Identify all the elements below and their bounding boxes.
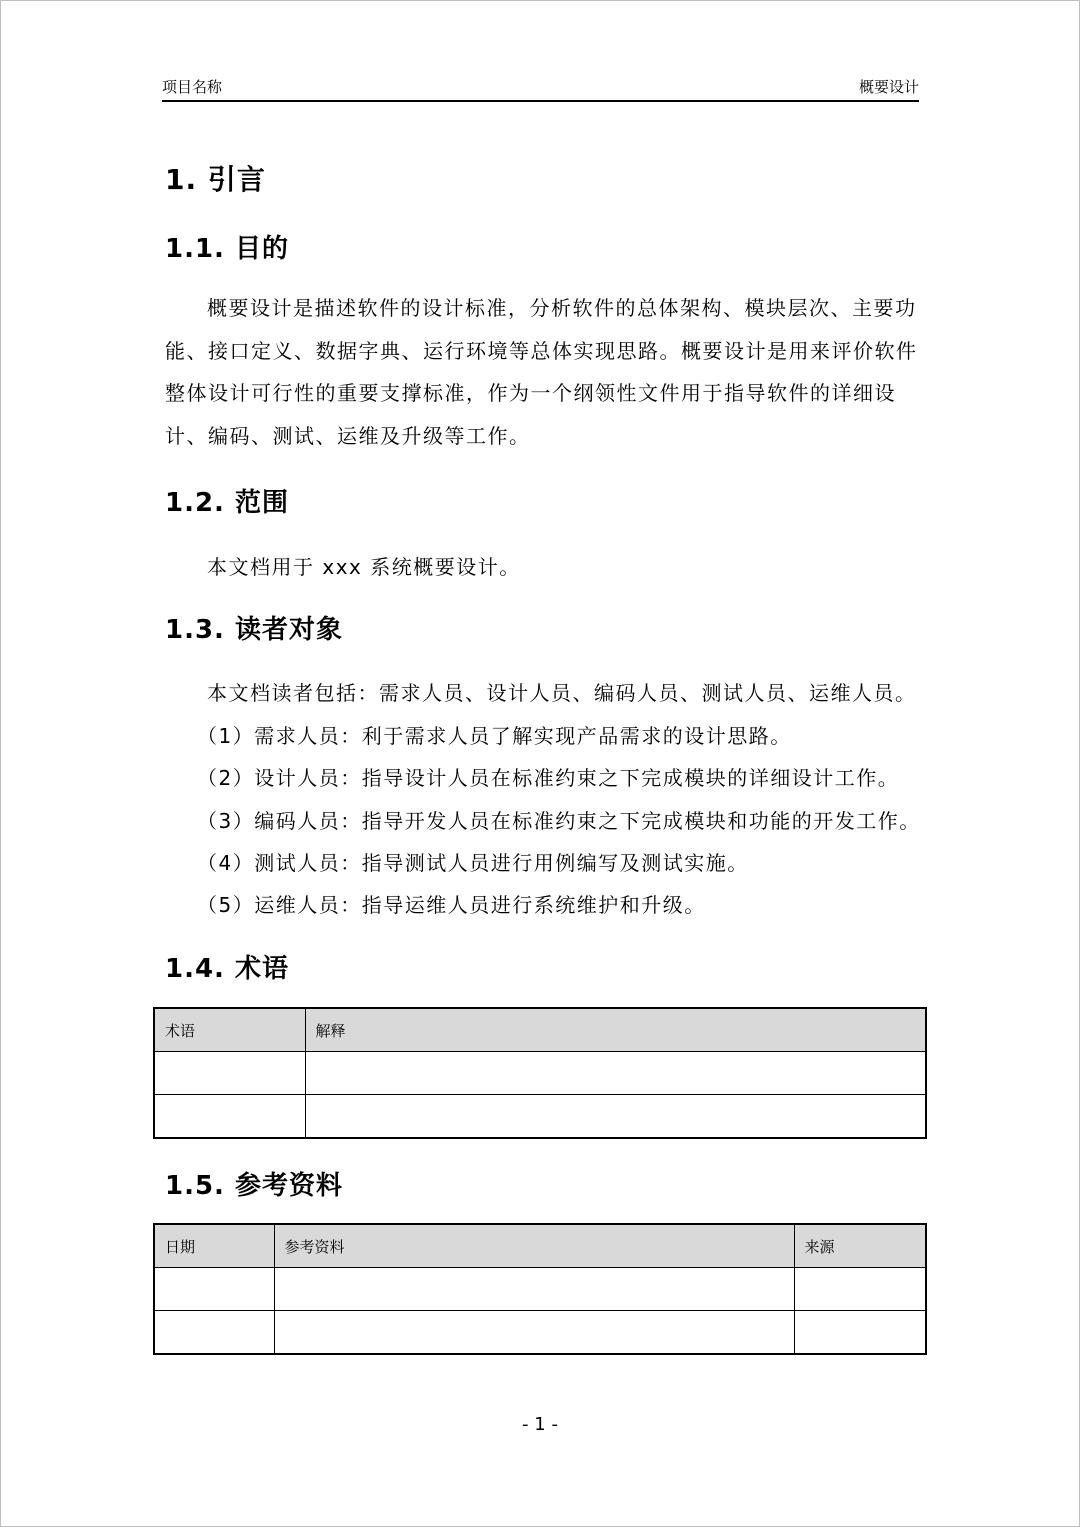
table-cell bbox=[305, 1052, 926, 1095]
table-cell bbox=[154, 1268, 274, 1311]
header-doc-title: 概要设计 bbox=[858, 78, 919, 96]
refs-header-source: 来源 bbox=[794, 1224, 926, 1268]
audience-intro: 本文档读者包括：需求人员、设计人员、编码人员、测试人员、运维人员。 bbox=[207, 681, 917, 705]
terms-table bbox=[153, 1007, 927, 1139]
audience-item: （5）运维人员：指导运维人员进行系统维护和升级。 bbox=[197, 893, 706, 917]
scope-paragraph: 本文档用于 xxx 系统概要设计。 bbox=[207, 555, 521, 579]
table-header-row bbox=[154, 1224, 926, 1268]
table-cell bbox=[794, 1268, 926, 1311]
terms-header-term: 术语 bbox=[154, 1008, 305, 1052]
table-cell bbox=[274, 1311, 794, 1355]
table-row bbox=[154, 1052, 926, 1095]
references-table bbox=[153, 1223, 927, 1355]
table-cell bbox=[154, 1052, 305, 1095]
table-cell bbox=[274, 1268, 794, 1311]
page-header bbox=[162, 76, 919, 102]
heading-references: 1.5. 参考资料 bbox=[165, 1171, 343, 1201]
table-cell bbox=[794, 1311, 926, 1355]
audience-item: （1）需求人员：利于需求人员了解实现产品需求的设计思路。 bbox=[197, 724, 792, 748]
page-number: - 1 - bbox=[522, 1414, 558, 1435]
audience-item: （3）编码人员：指导开发人员在标准约束之下完成模块和功能的开发工作。 bbox=[197, 809, 921, 833]
purpose-paragraph: 概要设计是描述软件的设计标准，分析软件的总体架构、模块层次、主要功能、接口定义、数据字典、运行环境等总体实现思路。概要设计是用来评价软件整体设计可行性的重要支撑标准，作为一个纲领性文件用于指导软件的详细设计、编码、测试、运维及升级等工作。 bbox=[165, 296, 918, 448]
heading-scope: 1.2. 范围 bbox=[165, 488, 289, 518]
audience-item: （4）测试人员：指导测试人员进行用例编写及测试实施。 bbox=[197, 851, 749, 875]
table-header-row bbox=[154, 1008, 926, 1052]
table-cell bbox=[154, 1311, 274, 1355]
table-row bbox=[154, 1311, 926, 1355]
refs-header-reference: 参考资料 bbox=[274, 1224, 794, 1268]
table-cell bbox=[154, 1095, 305, 1139]
table-row bbox=[154, 1095, 926, 1139]
table-row bbox=[154, 1268, 926, 1311]
heading-terms: 1.4. 术语 bbox=[165, 954, 289, 984]
heading-purpose: 1.1. 目的 bbox=[165, 234, 289, 264]
terms-header-explanation: 解释 bbox=[305, 1008, 926, 1052]
audience-item: （2）设计人员：指导设计人员在标准约束之下完成模块的详细设计工作。 bbox=[197, 766, 900, 790]
table-cell bbox=[305, 1095, 926, 1139]
header-project-name: 项目名称 bbox=[162, 78, 223, 96]
refs-header-date: 日期 bbox=[154, 1224, 274, 1268]
heading-introduction: 1. 引言 bbox=[165, 163, 266, 196]
heading-audience: 1.3. 读者对象 bbox=[165, 615, 343, 645]
